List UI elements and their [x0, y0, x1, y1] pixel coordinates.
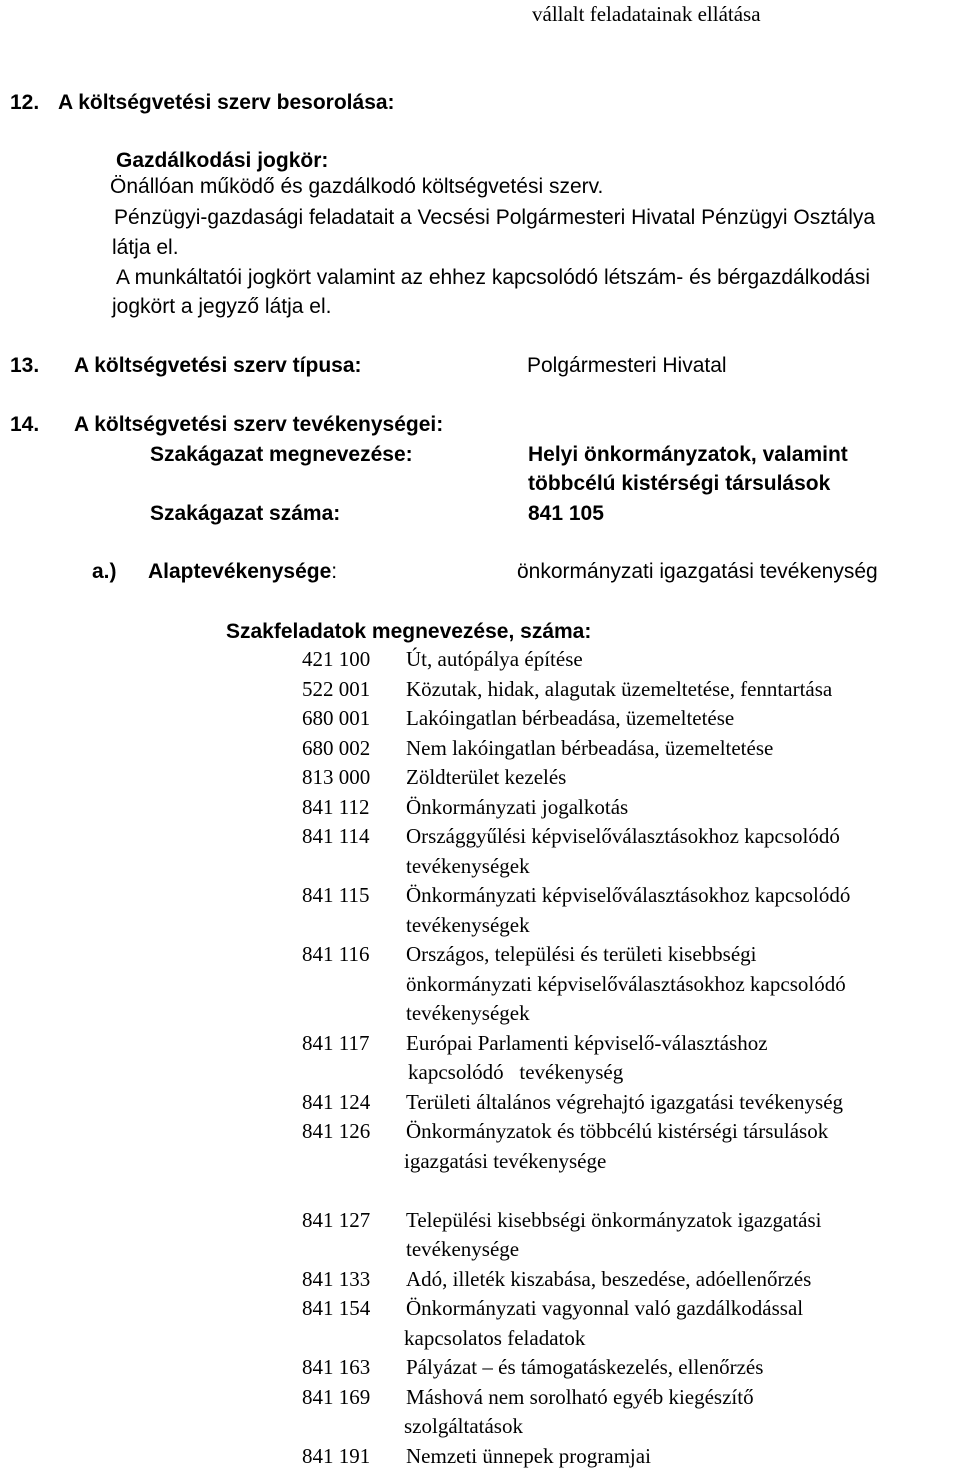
section-12-heading: A költségvetési szerv besorolása:	[58, 91, 395, 114]
task-description-continued: önkormányzati képviselőválasztásokhoz kapcsolódó	[406, 972, 846, 996]
task-code: 841 169	[302, 1385, 371, 1409]
task-description-continued: tevékenységek	[406, 854, 530, 878]
task-code: 841 112	[302, 795, 370, 819]
task-code: 841 115	[302, 883, 370, 907]
core-activity-label-text: Alaptevékenysége	[148, 560, 332, 583]
task-description: Máshová nem sorolható egyéb kiegészítő	[406, 1385, 754, 1409]
task-description: Területi általános végrehajtó igazgatási tevékenység	[406, 1090, 844, 1114]
section-12-number: 12.	[10, 91, 40, 114]
task-code: 841 133	[302, 1267, 371, 1291]
task-code: 680 001	[302, 706, 371, 730]
section-12-line: látja el.	[112, 236, 179, 259]
task-description: Közutak, hidak, alagutak üzemeltetése, fenntartása	[406, 677, 833, 701]
section-14-number: 14.	[10, 413, 40, 436]
task-description-continued: tevékenysége	[406, 1237, 520, 1261]
task-code: 841 163	[302, 1355, 371, 1379]
section-12-line: A munkáltatói jogkört valamint az ehhez kapcsolódó létszám- és bérgazdálkodási	[116, 266, 871, 289]
task-description-continued: kapcsolódó tevékenység	[408, 1060, 624, 1084]
task-description: Nem lakóingatlan bérbeadása, üzemeltetése	[406, 736, 774, 760]
task-description: Európai Parlamenti képviselő-választáshoz	[406, 1031, 768, 1055]
section-13-value: Polgármesteri Hivatal	[527, 354, 727, 377]
sector-name-label: Szakágazat megnevezése:	[150, 443, 413, 466]
task-description: Önkormányzati képviselőválasztásokhoz kapcsolódó	[406, 883, 851, 907]
task-description: Pályázat – és támogatáskezelés, ellenőrzés	[406, 1355, 764, 1379]
core-activity-label-colon: :	[331, 560, 338, 583]
task-description-continued: tevékenységek	[406, 1001, 530, 1025]
section-12-subheading: Gazdálkodási jogkör:	[116, 149, 329, 172]
section-12-line: jogkört a jegyző látja el.	[112, 295, 332, 318]
section-13-number: 13.	[10, 354, 40, 377]
task-description: Települési kisebbségi önkormányzatok igazgatási	[406, 1208, 822, 1232]
task-code: 680 002	[302, 736, 371, 760]
section-14-heading: A költségvetési szerv tevékenységei:	[74, 413, 444, 436]
core-activity-label	[148, 557, 337, 587]
sector-name-value-continued: többcélú kistérségi társulások	[528, 472, 831, 495]
task-description: Adó, illeték kiszabása, beszedése, adóellenőrzés	[406, 1267, 812, 1291]
task-description: Lakóingatlan bérbeadása, üzemeltetése	[406, 706, 735, 730]
task-code: 522 001	[302, 677, 371, 701]
task-code: 841 117	[302, 1031, 370, 1055]
section-12-line: Önállóan működő és gazdálkodó költségvetési szerv.	[110, 175, 604, 198]
task-description: Önkormányzatok és többcélú kistérségi társulások	[406, 1119, 829, 1143]
sector-name-value: Helyi önkormányzatok, valamint	[528, 443, 848, 466]
task-description: Önkormányzati jogalkotás	[406, 795, 629, 819]
task-code: 841 116	[302, 942, 370, 966]
task-code: 841 114	[302, 824, 370, 848]
task-description: Út, autópálya építése	[406, 647, 583, 671]
sector-number-value: 841 105	[528, 502, 604, 525]
task-description: Zöldterület kezelés	[406, 765, 567, 789]
section-13-heading: A költségvetési szerv típusa:	[74, 354, 362, 377]
task-code: 841 126	[302, 1119, 371, 1143]
continuation-line: vállalt feladatainak ellátása	[532, 2, 761, 26]
task-description-continued: szolgáltatások	[404, 1414, 523, 1438]
task-description: Országgyűlési képviselőválasztásokhoz kapcsolódó	[406, 824, 840, 848]
task-code: 841 191	[302, 1444, 371, 1468]
core-activity-marker: a.)	[92, 560, 117, 583]
task-description-continued: kapcsolatos feladatok	[404, 1326, 586, 1350]
task-code: 841 124	[302, 1090, 371, 1114]
task-description-continued: tevékenységek	[406, 913, 530, 937]
task-description: Nemzeti ünnepek programjai	[406, 1444, 651, 1468]
task-description: Országos, települési és területi kisebbségi	[406, 942, 757, 966]
sector-number-label: Szakágazat száma:	[150, 502, 341, 525]
task-code: 841 127	[302, 1208, 371, 1232]
task-code: 813 000	[302, 765, 371, 789]
tasks-heading: Szakfeladatok megnevezése, száma:	[226, 620, 592, 643]
section-12-line: Pénzügyi-gazdasági feladatait a Vecsési Polgármesteri Hivatal Pénzügyi Osztálya	[114, 206, 876, 229]
task-description: Önkormányzati vagyonnal való gazdálkodással	[406, 1296, 804, 1320]
task-code: 421 100	[302, 647, 371, 671]
core-activity-value: önkormányzati igazgatási tevékenység	[517, 560, 878, 583]
task-code: 841 154	[302, 1296, 371, 1320]
task-description-continued: igazgatási tevékenysége	[404, 1149, 607, 1173]
